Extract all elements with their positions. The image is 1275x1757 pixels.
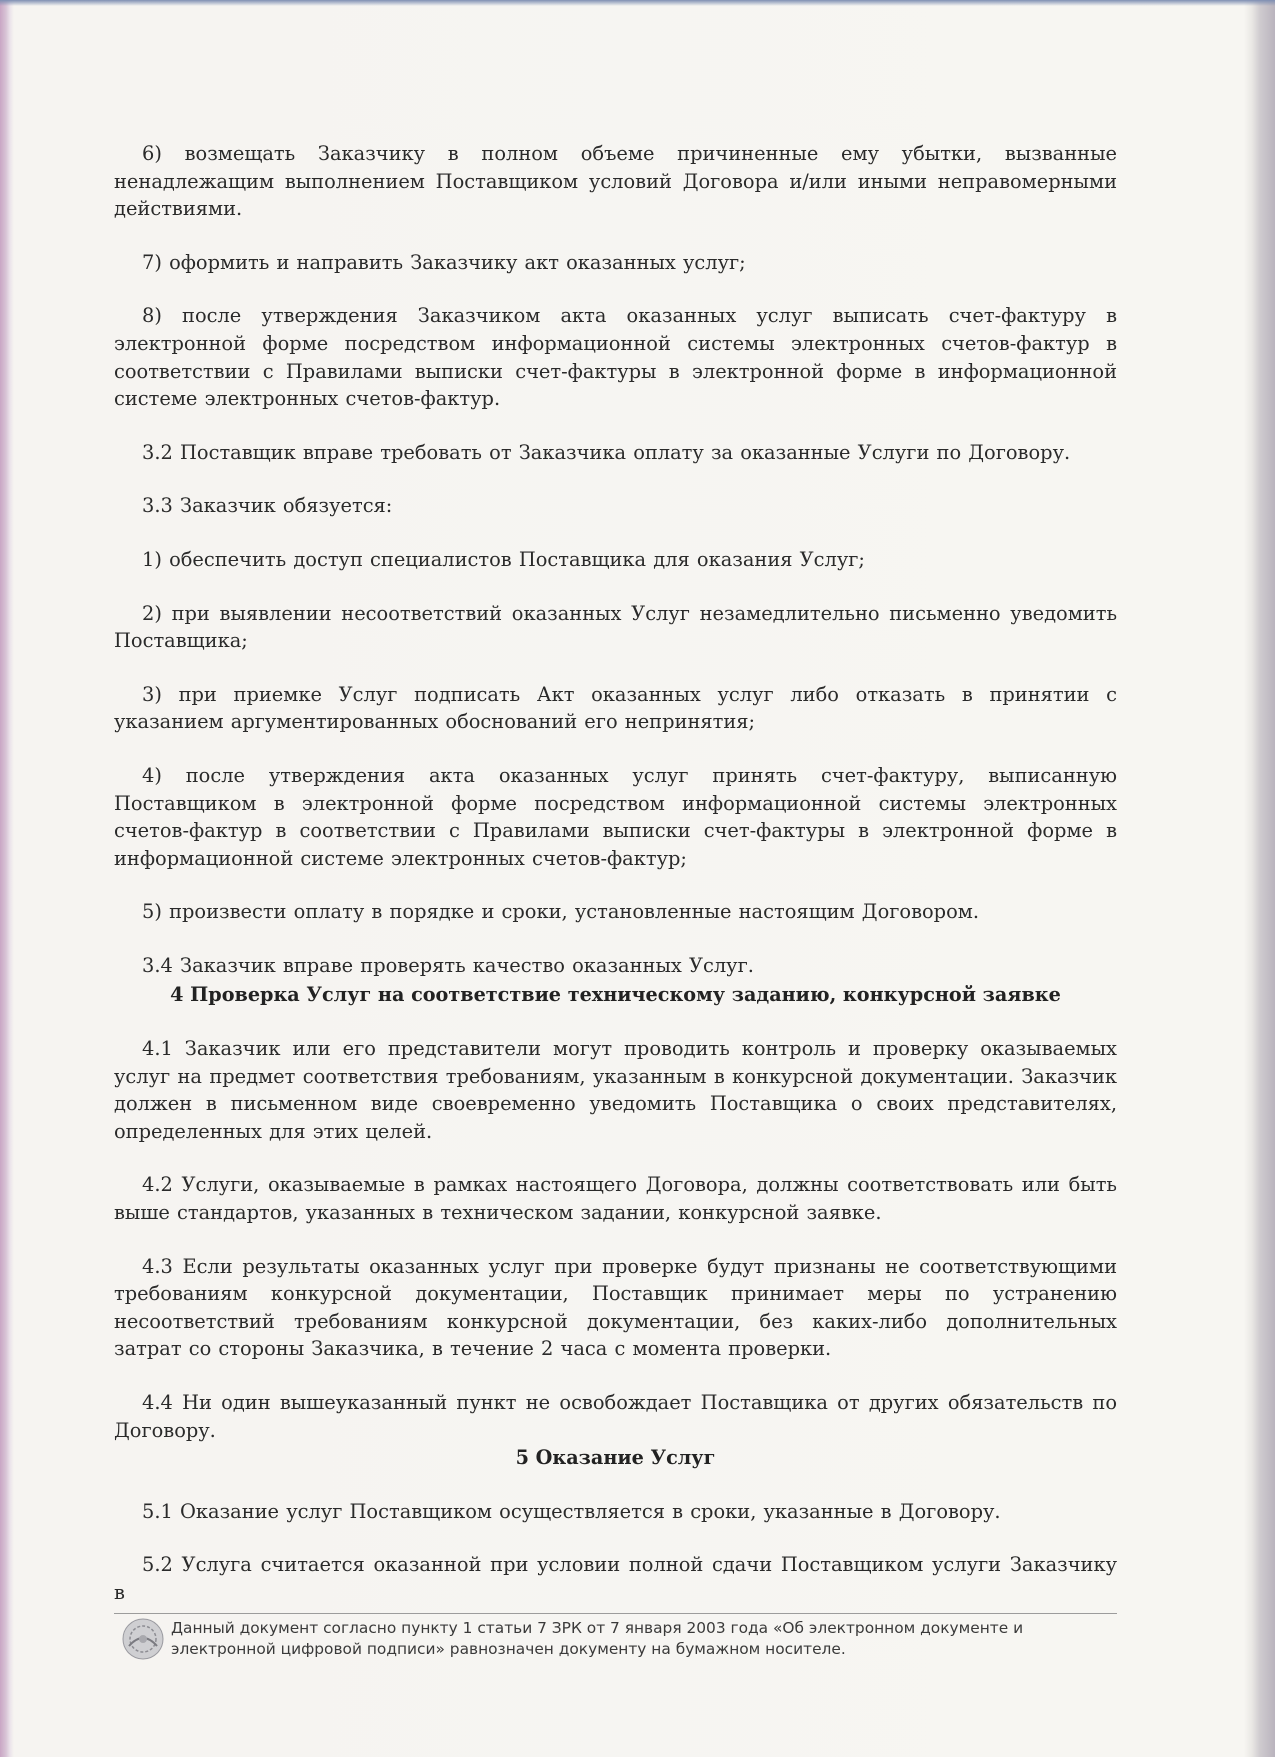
section-4-heading: 4 Проверка Услуг на соответствие техническому заданию, конкурсной заявке	[170, 983, 1061, 1007]
e-signature-stamp-icon	[119, 1616, 167, 1662]
footer-legal-note: Данный документ согласно пункту 1 статьи 7 ЗРК от 7 января 2003 года «Об электронном документе и электронной цифровой подписи» равнозначен документу на бумажном носителе.	[171, 1619, 1024, 1658]
paragraph-3-1-6: 6) возмещать Заказчику в полном объеме причиненные ему убытки, вызванные ненадлежащим выполнением Поставщиком условий Договора и/или иными неправомерными действиями.	[114, 142, 1117, 221]
paragraph-3-3-5: 5) произвести оплату в порядке и сроки, установленные настоящим Договором.	[142, 900, 980, 924]
paragraph-4-4: 4.4 Ни один вышеуказанный пункт не освобождает Поставщика от других обязательств по Договору.	[114, 1391, 1117, 1442]
document-body	[114, 140, 1117, 1607]
paragraph-3-3-2: 2) при выявлении несоответствий оказанных Услуг незамедлительно письменно уведомить Поставщика;	[114, 601, 1117, 653]
paragraph-4-3: 4.3 Если результаты оказанных услуг при проверке будут признаны не соответствующими требованиям конкурсной документации, Поставщик принимает меры по устранению несоответствий требованиям конкурсной документации, без каких-либо дополнительных затрат со стороны Заказчика, в течение 2 часа с момента проверки.	[114, 1254, 1117, 1361]
paragraph-3-3-3: 3) при приемке Услуг подписать Акт оказанных услуг либо отказать в принятии с указанием аргументированных обоснований его непринятия;	[114, 682, 1117, 734]
paragraph-3-3-1: 1) обеспечить доступ специалистов Поставщика для оказания Услуг;	[142, 547, 865, 571]
paragraph-5-2: 5.2 Услуга считается оказанной при условии полной сдачи Поставщиком услуги Заказчику в	[114, 1553, 1117, 1604]
paragraph-3-1-7: 7) оформить и направить Заказчику акт оказанных услуг;	[142, 250, 746, 274]
paragraph-3-2: 3.2 Поставщик вправе требовать от Заказчика оплату за оказанные Услуги по Договору.	[142, 440, 1071, 464]
paragraph-3-4: 3.4 Заказчик вправе проверять качество оказанных Услуг.	[142, 953, 754, 977]
paragraph-3-1-8: 8) после утверждения Заказчиком акта оказанных услуг выписать счет-фактуру в электронной форме посредством информационной системы электронных счетов-фактур в соответствии с Правилами выписки счет-фактуры в электронной форме в информационной системе электронных счетов-фактур.	[114, 304, 1117, 411]
paragraph-3-3-4: 4) после утверждения акта оказанных услуг принять счет-фактуру, выписанную Поставщиком в электронной форме посредством информационной системы электронных счетов-фактур в соответствии с Правилами выписки счет-фактуры в электронной форме в информационной системе электронных счетов-фактур;	[114, 763, 1117, 870]
section-5-heading: 5 Оказание Услуг	[515, 1446, 716, 1470]
paragraph-5-1: 5.1 Оказание услуг Поставщиком осуществляется в сроки, указанные в Договору.	[142, 1499, 1001, 1523]
paragraph-4-1: 4.1 Заказчик или его представители могут проводить контроль и проверку оказываемых услуг на предмет соответствия требованиям, указанным в конкурсной документации. Заказчик должен в письменном виде своевременно уведомить Поставщика о своих представителях, определенных для этих целей.	[114, 1037, 1117, 1143]
paragraph-4-2: 4.2 Услуги, оказываемые в рамках настоящего Договора, должны соответствовать или быть выше стандартов, указанных в техническом задании, конкурсной заявке.	[114, 1173, 1117, 1225]
footer-divider	[114, 1613, 1117, 1614]
paragraph-3-3: 3.3 Заказчик обязуется:	[142, 494, 393, 518]
